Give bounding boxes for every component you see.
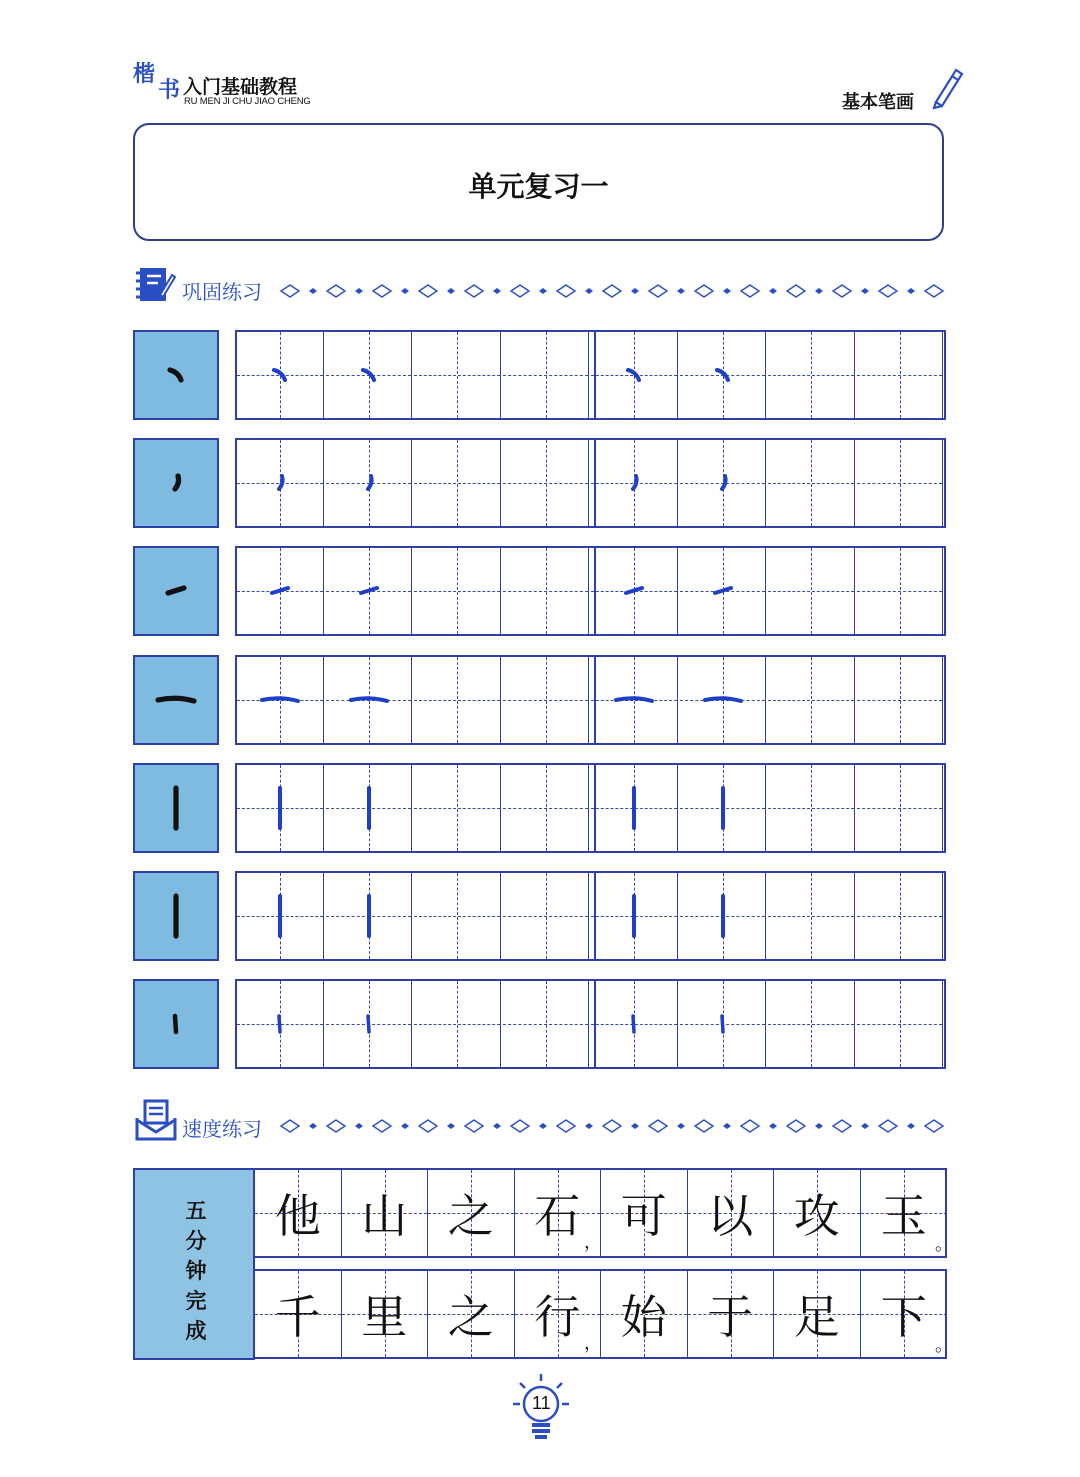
guide-line-v <box>457 548 458 634</box>
writing-cell[interactable] <box>414 332 501 418</box>
divider-diamond <box>723 288 731 294</box>
stroke-path <box>272 588 288 593</box>
traced-stroke <box>250 345 310 405</box>
model-character: 以 <box>707 1189 754 1243</box>
writing-cell[interactable] <box>591 548 678 634</box>
divider-diamond <box>585 288 593 294</box>
divider-diamond <box>925 285 943 297</box>
writing-cell[interactable] <box>768 873 855 959</box>
model-character: 他 <box>274 1189 321 1243</box>
writing-cell[interactable] <box>857 657 944 743</box>
practice-cells <box>235 655 946 745</box>
guide-line-v <box>900 873 901 959</box>
traced-stroke <box>604 886 664 946</box>
writing-cell[interactable] <box>591 440 678 526</box>
traced-stroke <box>604 670 664 730</box>
speed-char-cell[interactable] <box>688 1170 775 1256</box>
stroke-path <box>168 588 184 593</box>
reference-stroke-cell <box>133 438 219 528</box>
traced-stroke <box>250 670 310 730</box>
divider-diamond <box>539 1123 547 1129</box>
speed-char-cell[interactable] <box>342 1271 429 1357</box>
speed-char-cell[interactable] <box>861 1271 953 1357</box>
writing-cell[interactable] <box>680 873 767 959</box>
traced-stroke <box>693 345 753 405</box>
section-consolidation-label: 巩固练习 <box>182 280 262 304</box>
traced-stroke <box>693 994 753 1054</box>
stroke-glyph <box>146 670 206 730</box>
diamond-divider <box>278 281 948 301</box>
speed-char-cell[interactable] <box>255 1170 342 1256</box>
half-divider <box>594 657 596 743</box>
guide-line-v <box>811 981 812 1067</box>
speed-char-cell[interactable] <box>515 1170 602 1256</box>
practice-row <box>133 655 946 745</box>
traced-stroke <box>693 453 753 513</box>
divider-diamond <box>723 1123 731 1129</box>
guide-line-v <box>546 981 547 1067</box>
model-character: 之 <box>447 1290 494 1344</box>
half-divider <box>594 765 596 851</box>
writing-cell[interactable] <box>857 332 944 418</box>
divider-diamond <box>649 1120 667 1132</box>
stroke-glyph <box>146 345 206 405</box>
brand-logo <box>133 62 323 112</box>
model-character: 于 <box>707 1290 754 1344</box>
traced-stroke <box>693 886 753 946</box>
divider-diamond <box>465 285 483 297</box>
practice-row <box>133 330 946 420</box>
writing-cell[interactable] <box>503 657 590 743</box>
writing-cell[interactable] <box>414 873 501 959</box>
speed-char-cell[interactable] <box>342 1170 429 1256</box>
model-character: 足 <box>793 1290 840 1344</box>
speed-line-1 <box>255 1168 953 1258</box>
divider-diamond <box>557 1120 575 1132</box>
speed-line-2 <box>255 1269 953 1359</box>
divider-diamond <box>695 285 713 297</box>
divider-diamond <box>741 285 759 297</box>
writing-cell[interactable] <box>680 548 767 634</box>
practice-row <box>133 763 946 853</box>
divider-diamond <box>309 1123 317 1129</box>
page-number: 11 <box>532 1393 551 1413</box>
practice-cells <box>235 330 946 420</box>
traced-stroke <box>604 561 664 621</box>
stroke-glyph <box>146 994 206 1054</box>
divider-diamond <box>631 288 639 294</box>
divider-diamond <box>861 288 869 294</box>
writing-cell[interactable] <box>680 657 767 743</box>
stroke-glyph <box>146 453 206 513</box>
guide-line-v <box>546 440 547 526</box>
divider-diamond <box>677 288 685 294</box>
traced-stroke <box>339 886 399 946</box>
stroke-path <box>368 476 372 489</box>
reference-stroke-cell <box>133 655 219 745</box>
pencil-icon <box>928 64 966 110</box>
traced-stroke <box>604 453 664 513</box>
traced-stroke <box>339 345 399 405</box>
divider-diamond <box>769 1123 777 1129</box>
divider-diamond <box>511 285 529 297</box>
traced-stroke <box>604 994 664 1054</box>
divider-diamond <box>465 1120 483 1132</box>
divider-diamond <box>815 1123 823 1129</box>
writing-cell[interactable] <box>414 548 501 634</box>
writing-cell[interactable] <box>326 873 413 959</box>
writing-cell[interactable] <box>680 440 767 526</box>
traced-stroke <box>339 453 399 513</box>
writing-cell[interactable] <box>414 765 501 851</box>
writing-cell[interactable] <box>857 765 944 851</box>
divider-diamond <box>327 285 345 297</box>
guide-line-v <box>811 657 812 743</box>
guide-line-v <box>900 548 901 634</box>
guide-line-v <box>457 440 458 526</box>
divider-diamond <box>833 285 851 297</box>
practice-row <box>133 546 946 636</box>
guide-line-v <box>811 332 812 418</box>
writing-cell[interactable] <box>857 440 944 526</box>
divider-diamond <box>539 288 547 294</box>
guide-line-v <box>546 332 547 418</box>
reference-stroke-cell <box>133 763 219 853</box>
divider-diamond <box>741 1120 759 1132</box>
guide-line-v <box>546 657 547 743</box>
stroke-path <box>279 476 283 489</box>
speed-char-cell[interactable] <box>515 1271 602 1357</box>
stroke-path <box>626 588 642 593</box>
brand-title: 入门基础教程 <box>183 76 298 98</box>
traced-stroke <box>339 778 399 838</box>
speed-char-cell[interactable] <box>861 1170 953 1256</box>
stroke-path <box>616 698 652 701</box>
divider-diamond <box>769 288 777 294</box>
unit-title: 单元复习一 <box>468 170 609 203</box>
half-divider <box>594 873 596 959</box>
divider-diamond <box>355 288 363 294</box>
stroke-path <box>633 1016 634 1032</box>
writing-cell[interactable] <box>503 332 590 418</box>
stroke-path <box>361 588 377 593</box>
writing-cell[interactable] <box>237 657 324 743</box>
speed-char-cell[interactable] <box>428 1271 515 1357</box>
brand-char-1: 楷 <box>133 62 156 87</box>
divider-diamond <box>879 1120 897 1132</box>
speed-char-cell[interactable] <box>428 1170 515 1256</box>
stroke-path <box>279 1016 280 1032</box>
stroke-path <box>175 1016 176 1032</box>
divider-diamond <box>373 285 391 297</box>
guide-line-v <box>546 765 547 851</box>
diamond-divider <box>278 1116 948 1136</box>
stroke-path <box>715 588 731 593</box>
brand-pinyin: RU MEN JI CHU JIAO CHENG <box>184 96 311 107</box>
guide-line-v <box>811 440 812 526</box>
unit-title-box <box>133 123 944 241</box>
writing-cell[interactable] <box>591 657 678 743</box>
divider-diamond <box>327 1120 345 1132</box>
speed-char-cell[interactable] <box>601 1170 688 1256</box>
divider-diamond <box>419 285 437 297</box>
writing-cell[interactable] <box>326 332 413 418</box>
writing-cell[interactable] <box>503 765 590 851</box>
divider-diamond <box>309 288 317 294</box>
writing-cell[interactable] <box>237 765 324 851</box>
divider-diamond <box>603 285 621 297</box>
practice-row <box>133 979 946 1069</box>
writing-cell[interactable] <box>237 981 324 1067</box>
writing-cell[interactable] <box>326 548 413 634</box>
traced-stroke <box>250 778 310 838</box>
writing-cell[interactable] <box>680 981 767 1067</box>
traced-stroke <box>693 561 753 621</box>
writing-cell[interactable] <box>503 440 590 526</box>
stroke-path <box>633 476 637 489</box>
model-character: 行 <box>534 1290 581 1344</box>
guide-line-v <box>900 440 901 526</box>
practice-cells <box>235 438 946 528</box>
writing-cell[interactable] <box>768 548 855 634</box>
guide-line-v <box>811 548 812 634</box>
traced-stroke <box>339 561 399 621</box>
model-character: 攻 <box>793 1189 840 1243</box>
practice-row <box>133 438 946 528</box>
guide-line-v <box>546 548 547 634</box>
guide-line-v <box>811 765 812 851</box>
divider-diamond <box>861 1123 869 1129</box>
comma-mark: ， <box>584 1232 602 1253</box>
guide-line-v <box>457 873 458 959</box>
speed-char-cell[interactable] <box>774 1271 861 1357</box>
writing-cell[interactable] <box>857 548 944 634</box>
brand-char-2: 书 <box>158 78 181 103</box>
stroke-path <box>158 698 194 701</box>
half-divider <box>594 548 596 634</box>
divider-diamond <box>815 288 823 294</box>
guide-line-v <box>811 873 812 959</box>
traced-stroke <box>250 994 310 1054</box>
guide-line-v <box>457 657 458 743</box>
stroke-glyph <box>146 778 206 838</box>
half-divider <box>594 981 596 1067</box>
section-speed-label: 速度练习 <box>182 1117 262 1141</box>
divider-diamond <box>907 1123 915 1129</box>
divider-diamond <box>281 285 299 297</box>
stroke-path <box>628 370 639 380</box>
writing-cell[interactable] <box>857 981 944 1067</box>
traced-stroke <box>250 561 310 621</box>
traced-stroke <box>250 453 310 513</box>
divider-diamond <box>907 288 915 294</box>
writing-cell[interactable] <box>768 440 855 526</box>
practice-cells <box>235 763 946 853</box>
writing-cell[interactable] <box>591 765 678 851</box>
model-character: 里 <box>361 1290 408 1344</box>
stroke-path <box>262 698 298 701</box>
model-character: 石 <box>534 1189 581 1243</box>
notebook-pen-icon <box>134 265 176 305</box>
divider-diamond <box>281 1120 299 1132</box>
stroke-path <box>705 698 741 701</box>
writing-cell[interactable] <box>414 440 501 526</box>
stroke-path <box>170 370 181 380</box>
writing-cell[interactable] <box>857 873 944 959</box>
divider-diamond <box>373 1120 391 1132</box>
writing-cell[interactable] <box>591 873 678 959</box>
envelope-letter-icon <box>134 1098 178 1142</box>
period-mark: 。 <box>935 1234 953 1255</box>
writing-cell[interactable] <box>680 765 767 851</box>
guide-line-v <box>457 332 458 418</box>
guide-line-v <box>457 765 458 851</box>
divider-diamond <box>649 285 667 297</box>
speed-char-cell[interactable] <box>774 1170 861 1256</box>
stroke-path <box>368 1016 369 1032</box>
writing-cell[interactable] <box>237 440 324 526</box>
writing-cell[interactable] <box>768 332 855 418</box>
practice-cells <box>235 871 946 961</box>
traced-stroke <box>339 994 399 1054</box>
guide-line-v <box>900 657 901 743</box>
divider-diamond <box>493 1123 501 1129</box>
speed-instruction-panel <box>133 1168 255 1360</box>
divider-diamond <box>419 1120 437 1132</box>
reference-stroke-cell <box>133 979 219 1069</box>
practice-cells <box>235 546 946 636</box>
model-character: 千 <box>274 1290 321 1344</box>
writing-cell[interactable] <box>326 657 413 743</box>
model-character: 可 <box>620 1189 667 1243</box>
divider-diamond <box>677 1123 685 1129</box>
divider-diamond <box>925 1120 943 1132</box>
stroke-path <box>274 370 285 380</box>
stroke-path <box>363 370 374 380</box>
writing-cell[interactable] <box>414 981 501 1067</box>
speed-instruction: 五分钟完成 <box>185 1199 207 1343</box>
model-character: 玉 <box>880 1189 927 1243</box>
stroke-path <box>717 370 728 380</box>
writing-cell[interactable] <box>591 981 678 1067</box>
divider-diamond <box>447 288 455 294</box>
traced-stroke <box>250 886 310 946</box>
half-divider <box>594 440 596 526</box>
stroke-path <box>722 1016 723 1032</box>
writing-cell[interactable] <box>414 657 501 743</box>
speed-char-cell[interactable] <box>255 1271 342 1357</box>
divider-diamond <box>787 285 805 297</box>
traced-stroke <box>604 778 664 838</box>
guide-line-v <box>546 873 547 959</box>
divider-diamond <box>879 285 897 297</box>
speed-char-cell[interactable] <box>688 1271 775 1357</box>
divider-diamond <box>695 1120 713 1132</box>
chapter-label: 基本笔画 <box>842 92 914 113</box>
divider-diamond <box>557 285 575 297</box>
traced-stroke <box>604 345 664 405</box>
guide-line-v <box>900 765 901 851</box>
speed-char-cell[interactable] <box>601 1271 688 1357</box>
writing-cell[interactable] <box>768 657 855 743</box>
speed-practice-grid <box>133 1168 953 1360</box>
divider-diamond <box>401 1123 409 1129</box>
stroke-path <box>351 698 387 701</box>
traced-stroke <box>693 778 753 838</box>
divider-diamond <box>787 1120 805 1132</box>
comma-mark: ， <box>584 1333 602 1354</box>
model-character: 下 <box>880 1290 927 1344</box>
writing-cell[interactable] <box>503 873 590 959</box>
divider-diamond <box>631 1123 639 1129</box>
guide-line-v <box>457 981 458 1067</box>
divider-diamond <box>603 1120 621 1132</box>
guide-line-v <box>900 332 901 418</box>
stroke-path <box>175 476 179 489</box>
divider-diamond <box>585 1123 593 1129</box>
traced-stroke <box>693 670 753 730</box>
period-mark: 。 <box>935 1335 953 1356</box>
practice-row <box>133 871 946 961</box>
divider-diamond <box>493 288 501 294</box>
model-character: 之 <box>447 1189 494 1243</box>
reference-stroke-cell <box>133 546 219 636</box>
writing-cell[interactable] <box>768 765 855 851</box>
divider-diamond <box>401 288 409 294</box>
stroke-glyph <box>146 561 206 621</box>
writing-cell[interactable] <box>237 548 324 634</box>
stroke-path <box>722 476 726 489</box>
model-character: 山 <box>361 1189 408 1243</box>
model-character: 始 <box>620 1290 667 1344</box>
writing-cell[interactable] <box>237 873 324 959</box>
writing-cell[interactable] <box>503 548 590 634</box>
writing-cell[interactable] <box>503 981 590 1067</box>
writing-cell[interactable] <box>680 332 767 418</box>
writing-cell[interactable] <box>768 981 855 1067</box>
reference-stroke-cell <box>133 871 219 961</box>
divider-diamond <box>355 1123 363 1129</box>
guide-line-v <box>900 981 901 1067</box>
divider-diamond <box>833 1120 851 1132</box>
half-divider <box>594 332 596 418</box>
writing-cell[interactable] <box>237 332 324 418</box>
traced-stroke <box>339 670 399 730</box>
writing-cell[interactable] <box>326 440 413 526</box>
writing-cell[interactable] <box>326 765 413 851</box>
practice-cells <box>235 979 946 1069</box>
writing-cell[interactable] <box>591 332 678 418</box>
reference-stroke-cell <box>133 330 219 420</box>
stroke-glyph <box>146 886 206 946</box>
divider-diamond <box>447 1123 455 1129</box>
divider-diamond <box>511 1120 529 1132</box>
writing-cell[interactable] <box>326 981 413 1067</box>
